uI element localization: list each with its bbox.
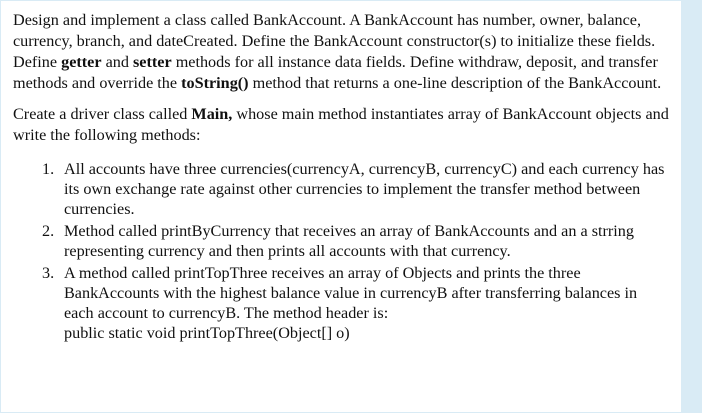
paragraph-text: whose main method instantiates array of BankAccount objects and write the following methods:	[13, 105, 669, 144]
method-header-code: public static void printTopThree(Object[] o)	[64, 324, 350, 342]
list-item-number: 1.	[42, 160, 55, 178]
bold-term-tostring: toString()	[181, 74, 249, 92]
list-item-text: Method called printByCurrency that receives an array of BankAccounts and an a strring representing currency and then prints all accounts with that currency.	[64, 222, 634, 260]
list-item	[13, 221, 669, 261]
list-item-number: 3.	[42, 264, 55, 282]
paragraph-driver-class	[13, 104, 669, 146]
list-item-text: All accounts have three currencies(currencyA, currencyB, currencyC) and each currency has its own exchange rate against other currencies to implement the transfer method between currencies.	[64, 160, 665, 218]
list-item-text: A method called printTopThree receives an array of Objects and prints the three BankAccounts with the highest balance value in currencyB after transferring balances in each account to currencyB. The method header is:	[64, 264, 638, 322]
list-item	[13, 263, 669, 343]
paragraph-text: Design and implement a class called BankAccount. A BankAccount has number, owner, balance, currency, branch, and dateCreated. Define the BankAccount constructor(s) to initialize these fields. Define	[13, 11, 656, 71]
paragraph-text: method that returns a one-line description of the BankAccount.	[248, 74, 662, 92]
requirements-list	[13, 159, 669, 343]
bold-term-setter: setter	[133, 53, 172, 71]
list-item-number: 2.	[42, 222, 55, 240]
paragraph-text: Create a driver class called	[13, 105, 192, 123]
bold-term-main: Main,	[191, 105, 233, 123]
paragraph-text: and	[101, 53, 133, 71]
list-item	[13, 159, 669, 219]
bold-term-getter: getter	[61, 53, 102, 71]
paragraph-text: methods for all instance data fields. Define withdraw, deposit, and transfer methods and override the	[13, 53, 658, 92]
paragraph-bankaccount-spec	[13, 10, 669, 94]
document-page	[1, 1, 681, 412]
